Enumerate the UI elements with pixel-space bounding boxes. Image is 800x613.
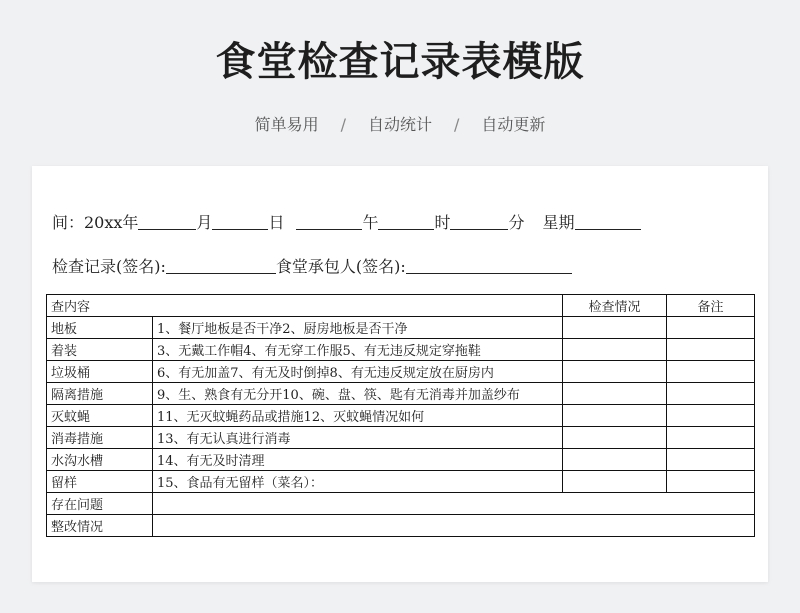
- tag-auto-stats: 自动统计: [367, 115, 432, 134]
- issues-row: [47, 493, 755, 515]
- status-cell[interactable]: [563, 361, 667, 383]
- header-remarks: 备注: [667, 295, 755, 317]
- tag-easy-to-use: 简单易用: [254, 115, 319, 134]
- status-cell[interactable]: [563, 405, 667, 427]
- minute-label: 分: [508, 213, 525, 232]
- table-row: [47, 449, 755, 471]
- rectification-row: [47, 515, 755, 537]
- table-row: [47, 405, 755, 427]
- table-row: [47, 317, 755, 339]
- remarks-cell[interactable]: [667, 471, 755, 493]
- item-cell: 垃圾桶: [47, 361, 153, 383]
- month-label: 月: [196, 213, 213, 232]
- rectification-label: 整改情况: [47, 515, 153, 537]
- status-cell[interactable]: [563, 449, 667, 471]
- detail-cell: 15、食品有无留样（菜名）：: [153, 471, 563, 493]
- hour-label: 时: [434, 213, 451, 232]
- status-cell[interactable]: [563, 383, 667, 405]
- table-row: [47, 383, 755, 405]
- tag-auto-update: 自动更新: [481, 115, 546, 134]
- issues-label: 存在问题: [47, 493, 153, 515]
- weekday-label: 星期: [542, 213, 575, 232]
- day-label: 日: [268, 213, 285, 232]
- minute-blank[interactable]: [450, 213, 508, 230]
- remarks-cell[interactable]: [667, 317, 755, 339]
- noon-blank[interactable]: [296, 213, 362, 230]
- noon-label: 午: [362, 213, 379, 232]
- table-row: [47, 427, 755, 449]
- inspector-label: 检查记录(签名):: [52, 257, 166, 276]
- item-cell: 水沟水槽: [47, 449, 153, 471]
- item-cell: 留样: [47, 471, 153, 493]
- issues-cell[interactable]: [153, 493, 755, 515]
- rectification-cell[interactable]: [153, 515, 755, 537]
- hour-blank[interactable]: [378, 213, 434, 230]
- contractor-signature-blank[interactable]: [406, 257, 572, 274]
- item-cell: 灭蚊蝇: [47, 405, 153, 427]
- item-cell: 消毒措施: [47, 427, 153, 449]
- remarks-cell[interactable]: [667, 427, 755, 449]
- table-row: [47, 361, 755, 383]
- table-row: [47, 339, 755, 361]
- tag-separator: /: [454, 115, 460, 134]
- detail-cell: 13、有无认真进行消毒: [153, 427, 563, 449]
- detail-cell: 6、有无加盖7、有无及时倒掉8、有无违反规定放在厨房内: [153, 361, 563, 383]
- header-status: 检查情况: [563, 295, 667, 317]
- remarks-cell[interactable]: [667, 383, 755, 405]
- contractor-label: 食堂承包人(签名):: [275, 257, 406, 276]
- item-cell: 着装: [47, 339, 153, 361]
- weekday-blank[interactable]: [575, 213, 641, 230]
- item-cell: 地板: [47, 317, 153, 339]
- detail-cell: 14、有无及时清理: [153, 449, 563, 471]
- table-row: [47, 471, 755, 493]
- remarks-cell[interactable]: [667, 339, 755, 361]
- record-sheet: [32, 166, 768, 582]
- remarks-cell[interactable]: [667, 449, 755, 471]
- tag-separator: /: [340, 115, 346, 134]
- status-cell[interactable]: [563, 427, 667, 449]
- remarks-cell[interactable]: [667, 405, 755, 427]
- table-header-row: [47, 295, 755, 317]
- datetime-line: [52, 210, 641, 233]
- detail-cell: 9、生、熟食有无分开10、碗、盘、筷、匙有无消毒并加盖纱布: [153, 383, 563, 405]
- detail-cell: 11、无灭蚊蝇药品或措施12、灭蚊蝇情况如何: [153, 405, 563, 427]
- month-blank[interactable]: [138, 213, 196, 230]
- header-content: 查内容: [47, 295, 563, 317]
- status-cell[interactable]: [563, 471, 667, 493]
- detail-cell: 3、无戴工作帽4、有无穿工作服5、有无违反规定穿拖鞋: [153, 339, 563, 361]
- time-label: 间：20xx年: [52, 213, 139, 232]
- detail-cell: 1、餐厅地板是否干净2、厨房地板是否干净: [153, 317, 563, 339]
- status-cell[interactable]: [563, 317, 667, 339]
- page-title: 食堂检查记录表模版: [215, 39, 585, 85]
- inspection-table: [46, 294, 755, 537]
- item-cell: 隔离措施: [47, 383, 153, 405]
- inspector-signature-blank[interactable]: [166, 257, 276, 274]
- remarks-cell[interactable]: [667, 361, 755, 383]
- tagline: [0, 112, 800, 135]
- signature-line: [52, 254, 572, 277]
- status-cell[interactable]: [563, 339, 667, 361]
- day-blank[interactable]: [212, 213, 268, 230]
